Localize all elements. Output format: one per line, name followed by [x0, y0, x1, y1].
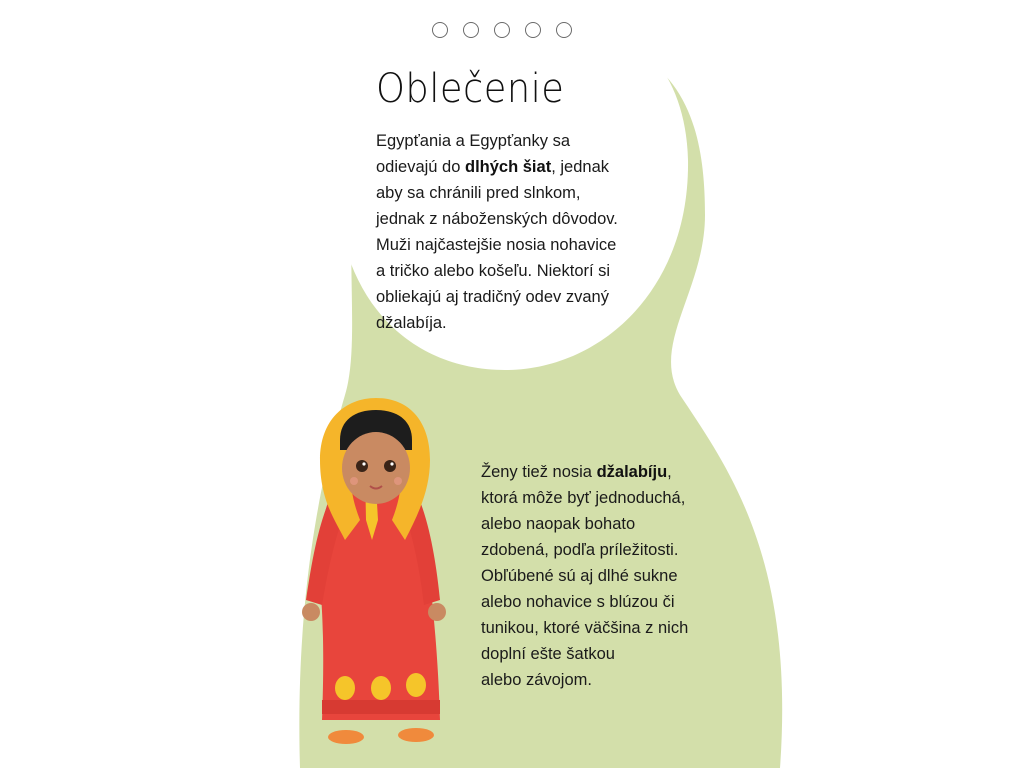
left-cheek: [350, 477, 358, 485]
women-line: tunikou, ktoré väčšina z nich: [481, 619, 689, 637]
intro-line: aby sa chránili pred slnkom,: [376, 184, 581, 202]
women-line: ktorá môže byť jednoduchá,: [481, 489, 686, 507]
women-line: doplní ešte šatkou: [481, 645, 615, 663]
binder-ring: [494, 22, 510, 38]
page-title: Oblečenie: [376, 66, 565, 112]
right-eye: [384, 460, 396, 472]
left-eye: [356, 460, 368, 472]
binder-rings: [432, 22, 572, 38]
face: [342, 432, 410, 504]
dress-hem-band: [322, 700, 440, 714]
right-hand: [428, 603, 446, 621]
intro-line: Egypťania a Egypťanky sa: [376, 132, 570, 150]
right-cheek: [394, 477, 402, 485]
intro-line: Muži najčastejšie nosia nohavice: [376, 236, 617, 254]
hem-ornament-1: [335, 676, 355, 700]
hem-ornament-3: [406, 673, 426, 697]
intro-line: a tričko alebo košeľu. Niektorí si: [376, 262, 611, 280]
women-line: alebo závojom.: [481, 671, 592, 689]
binder-ring: [556, 22, 572, 38]
women-line: alebo nohavice s blúzou či: [481, 593, 675, 611]
intro-line: odievajú do dlhých šiat, jednak: [376, 158, 609, 176]
left-hand: [302, 603, 320, 621]
intro-paragraph: [376, 128, 676, 336]
girl-illustration: [302, 398, 446, 744]
women-line: alebo naopak bohato: [481, 515, 636, 533]
women-emphasis: džalabíju: [596, 463, 668, 481]
intro-emphasis: dlhých šiat: [465, 158, 552, 176]
hem-ornament-2: [371, 676, 391, 700]
women-line: Obľúbené sú aj dlhé sukne: [481, 567, 678, 585]
binder-ring: [432, 22, 448, 38]
left-shoe: [328, 730, 364, 744]
women-paragraph: [481, 459, 741, 693]
intro-line: obliekajú aj tradičný odev zvaný: [376, 288, 609, 306]
intro-line: jednak z náboženských dôvodov.: [376, 210, 618, 228]
intro-line: džalabíja.: [376, 314, 447, 332]
women-line: Ženy tiež nosia džalabíju,: [481, 463, 672, 481]
binder-ring: [463, 22, 479, 38]
women-line: zdobená, podľa príležitosti.: [481, 541, 679, 559]
binder-ring: [525, 22, 541, 38]
right-shoe: [398, 728, 434, 742]
